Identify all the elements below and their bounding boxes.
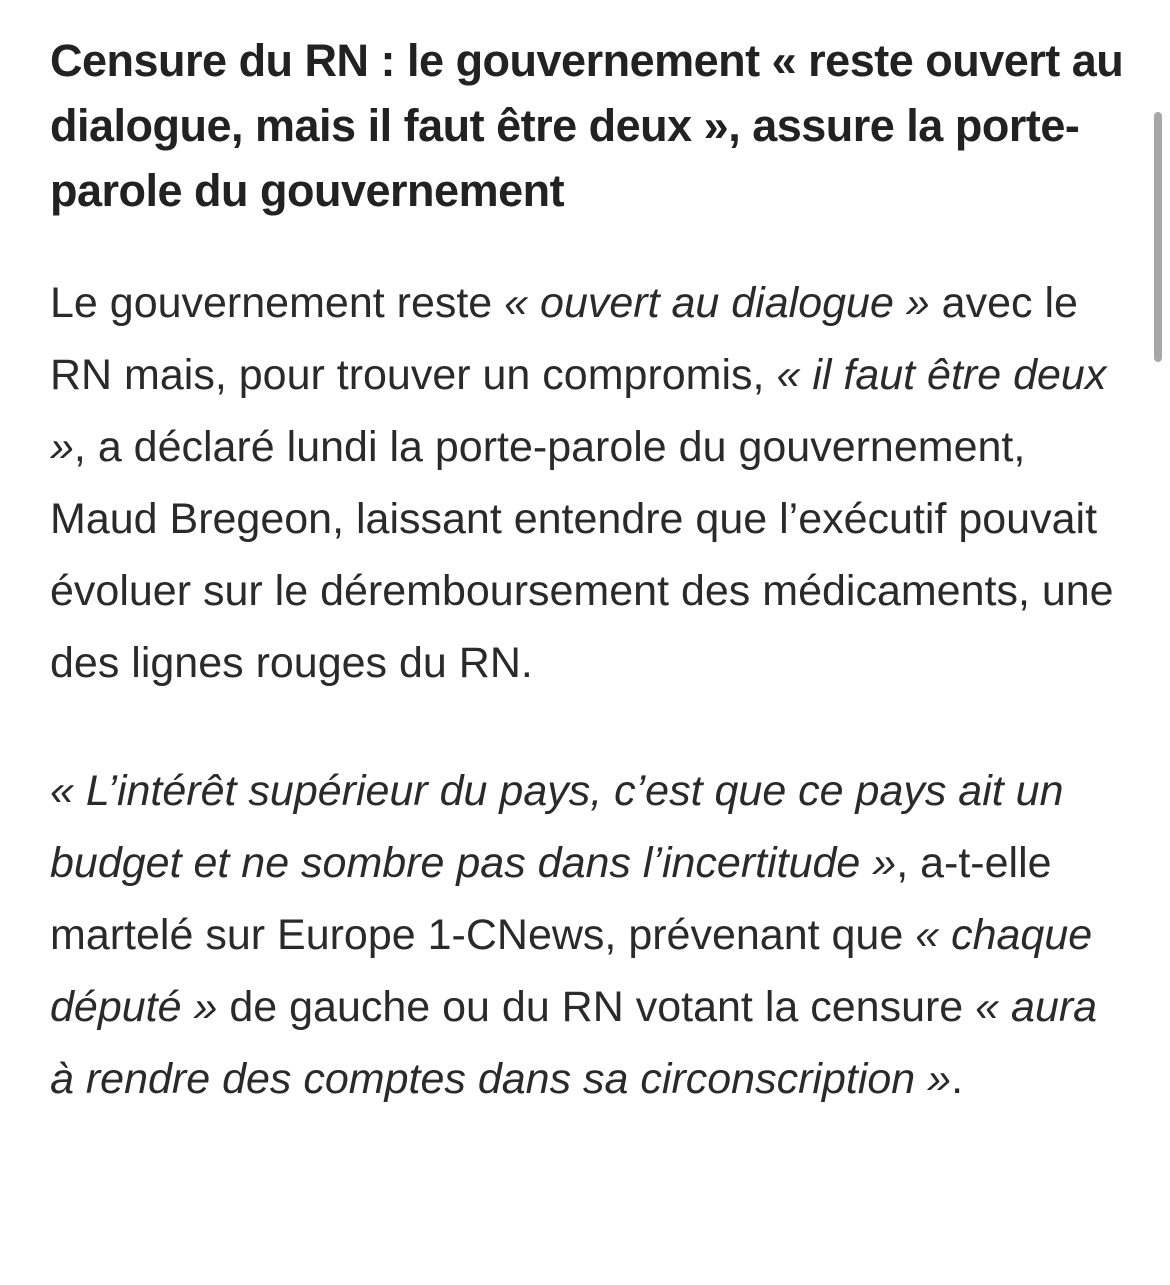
quote-text: « L’intérêt supérieur du pays, c’est que ce pays ait un budget et ne sombre pas dans l’incertitude »	[50, 767, 1064, 887]
paragraph-text: , a déclaré lundi la porte-parole du gouvernement, Maud Bregeon, laissant entendre que l’exécutif pouvait évoluer sur le déremboursement des médicaments, une des lignes rouges du RN.	[50, 423, 1114, 687]
article-paragraph-1	[50, 267, 1125, 699]
paragraph-text: Le gouvernement reste	[50, 279, 505, 327]
paragraph-text: .	[951, 1055, 964, 1103]
quote-text: « il faut être deux »	[50, 351, 1107, 471]
vertical-scrollbar[interactable]	[1154, 112, 1162, 362]
article-paragraph-2	[50, 755, 1125, 1115]
article	[50, 28, 1125, 1115]
paragraph-text: , a-t-elle martelé sur Europe 1-CNews, prévenant que	[50, 839, 1052, 959]
paragraph-text: avec le RN mais, pour trouver un compromis,	[50, 279, 1078, 399]
paragraph-text: de gauche ou du RN votant la censure	[217, 983, 976, 1031]
quote-text: « chaque député »	[50, 911, 1093, 1031]
article-headline: Censure du RN : le gouvernement « reste ouvert au dialogue, mais il faut être deux », assure la porte-parole du gouvernement	[50, 35, 1124, 216]
quote-text: « aura à rendre des comptes dans sa circonscription »	[50, 983, 1098, 1103]
quote-text: « ouvert au dialogue »	[504, 279, 930, 327]
